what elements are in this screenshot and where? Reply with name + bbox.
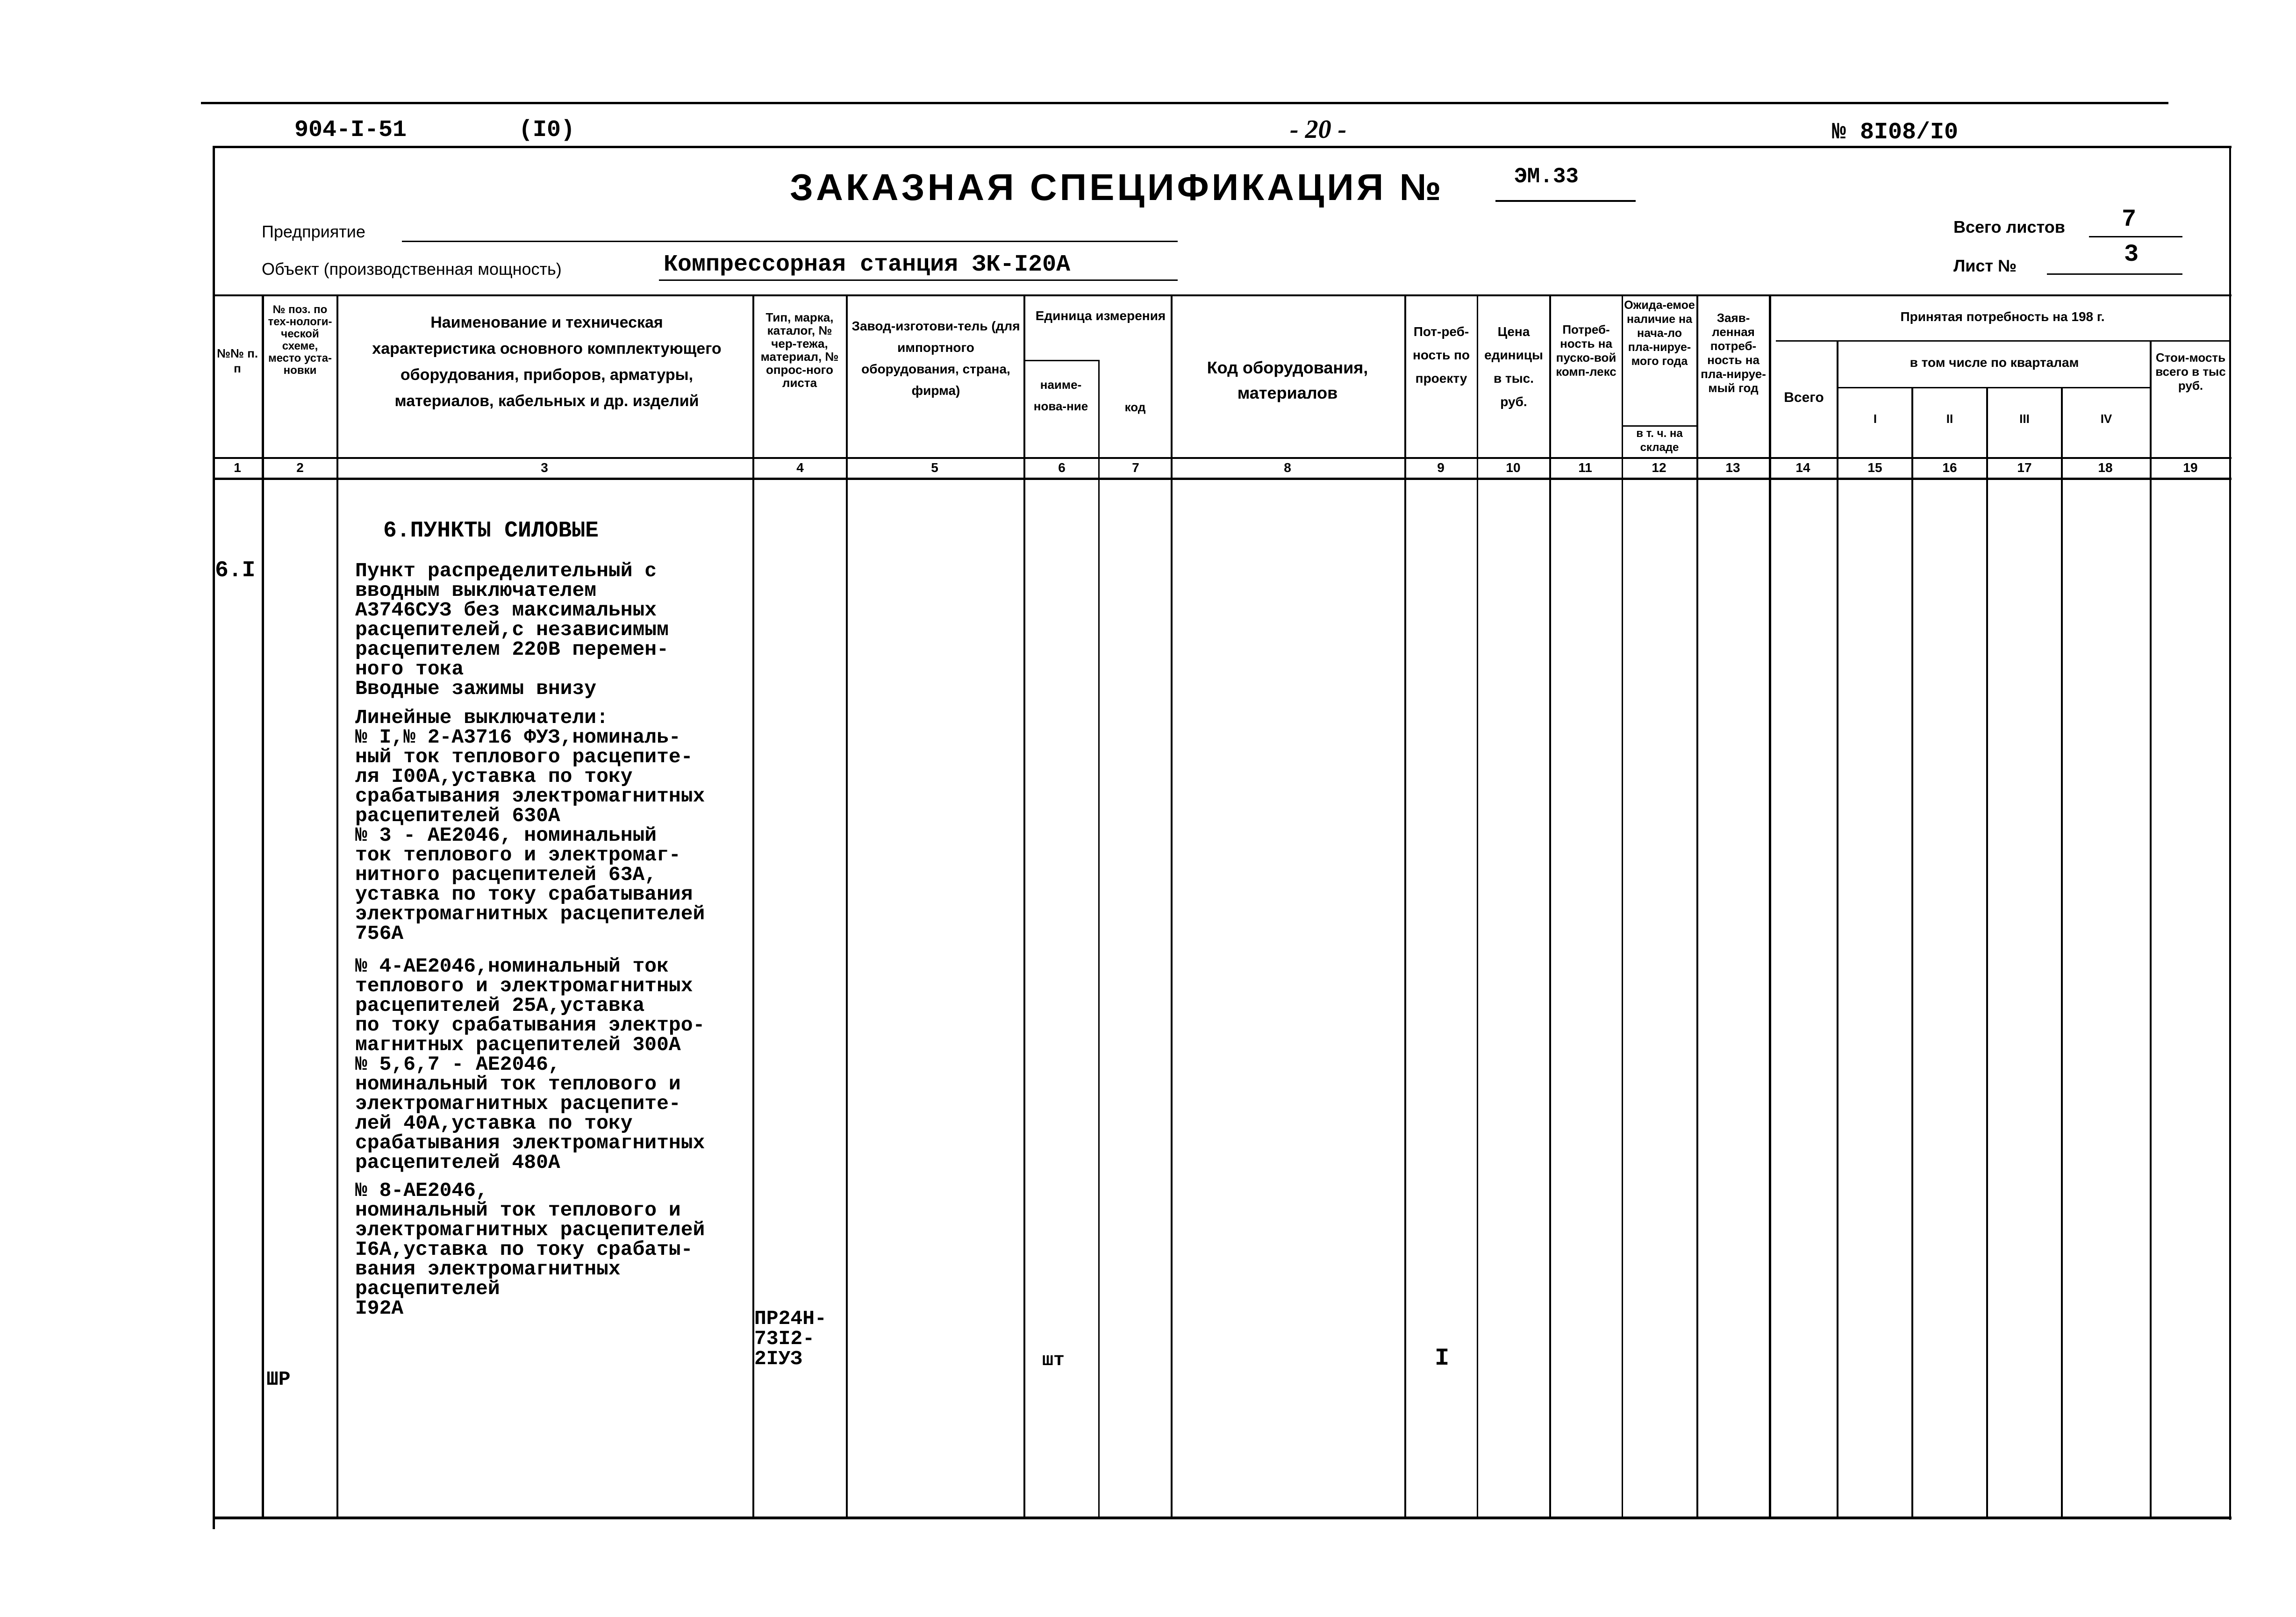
item-description-line: № 4-АЕ2046,номинальный ток bbox=[355, 955, 669, 978]
col-18-header: IV bbox=[2100, 412, 2112, 426]
item-description-line: теплового и электромагнитных bbox=[355, 974, 693, 997]
item-description-line: по току срабатывания электро- bbox=[355, 1014, 705, 1037]
col-1-header: №№ п. п bbox=[216, 346, 258, 375]
item-description-line: Пункт распределительный с bbox=[355, 559, 657, 582]
item-description-line: № I,№ 2-А3716 ФУЗ,номиналь- bbox=[355, 726, 681, 749]
col-number-2: 2 bbox=[296, 460, 304, 475]
item-type-line-2: 73I2- bbox=[754, 1327, 815, 1350]
item-description-line: № 5,6,7 - АЕ2046, bbox=[355, 1053, 560, 1076]
item-description-line: номинальный ток теплового и bbox=[355, 1073, 681, 1095]
item-description-line: срабатывания электромагнитных bbox=[355, 1131, 705, 1154]
col-16-header: II bbox=[1946, 412, 1953, 426]
item-description-line: Вводные зажимы внизу bbox=[355, 677, 597, 700]
item-description-line: Линейные выключатели: bbox=[355, 706, 608, 729]
item-type-line-1: ПР24Н- bbox=[754, 1307, 827, 1330]
col-6-header: наиме-нова-ние bbox=[1033, 378, 1088, 413]
item-description-line: расцепителей 480А bbox=[355, 1151, 560, 1174]
col-number-13: 13 bbox=[1725, 460, 1740, 475]
col-number-7: 7 bbox=[1132, 460, 1139, 475]
col-number-4: 4 bbox=[796, 460, 804, 475]
col-5-header: Завод-изготови-тель (для импортного оборудования, страна, фирма) bbox=[851, 319, 1020, 398]
row-number: 6.I bbox=[215, 558, 256, 583]
item-description-line: ного тока bbox=[355, 658, 464, 680]
item-description-line: А3746СУЗ без максимальных bbox=[355, 599, 657, 622]
col-13-header: Заяв-ленная потреб-ность на пла-нируе-мый год bbox=[1701, 311, 1766, 395]
section-title: 6.ПУНКТЫ СИЛОВЫЕ bbox=[383, 518, 599, 544]
col-3-header: Наименование и техническая характеристика основного комплектующего оборудования, приборов, арматуры, материалов, кабельных и др. изделий bbox=[372, 314, 722, 410]
item-description-line: электромагнитных расцепителей bbox=[355, 1218, 705, 1241]
spec-number: ЭМ.33 bbox=[1514, 165, 1579, 189]
col-17-header: III bbox=[2019, 412, 2030, 426]
item-description-line: электромагнитных расцепителей bbox=[355, 902, 705, 925]
col-4-header: Тип, марка, каталог, № чер-тежа, материал, № опрос-ного листа bbox=[760, 310, 839, 390]
col-number-15: 15 bbox=[1867, 460, 1882, 475]
item-description-line: 756А bbox=[355, 922, 404, 945]
item-description-line: вания электромагнитных bbox=[355, 1258, 621, 1281]
document-code-number: (I0) bbox=[519, 117, 575, 143]
col-number-10: 10 bbox=[1506, 460, 1521, 475]
enterprise-label: Предприятие bbox=[262, 222, 365, 241]
col-6-7-header: Единица измерения bbox=[1035, 308, 1166, 323]
col-10-header: Цена единицы в тыс. руб. bbox=[1484, 324, 1543, 409]
quarters-header: в том числе по кварталам bbox=[1910, 355, 2079, 370]
item-description-line: срабатывания электромагнитных bbox=[355, 785, 705, 808]
item-description-line: I6А,уставка по току срабаты- bbox=[355, 1238, 693, 1261]
object-value: Компрессорная станция ЗК-I20А bbox=[664, 251, 1071, 278]
col-number-14: 14 bbox=[1795, 460, 1810, 475]
item-description-line: вводным выключателем bbox=[355, 579, 597, 602]
item-description-line: номинальный ток теплового и bbox=[355, 1199, 681, 1222]
col-number-16: 16 bbox=[1942, 460, 1957, 475]
item-description-line: расцепителей 25А,уставка bbox=[355, 994, 645, 1017]
item-description-line: лей 40А,уставка по току bbox=[355, 1112, 633, 1135]
item-description-line: расцепителей bbox=[355, 1277, 500, 1300]
col-number-5: 5 bbox=[931, 460, 938, 475]
sheet-label: Лист № bbox=[1953, 256, 2017, 275]
item-description-line: ля I00А,уставка по току bbox=[355, 765, 633, 788]
col-8-header: Код оборудования, материалов bbox=[1207, 358, 1368, 402]
col-15-header: I bbox=[1873, 412, 1877, 426]
object-label: Объект (производственная мощность) bbox=[262, 259, 562, 279]
col-7-header: код bbox=[1124, 400, 1146, 414]
col-11-header: Потреб-ность на пуско-вой комп-лекс bbox=[1556, 322, 1616, 379]
item-description-line: расцепителей 630А bbox=[355, 804, 560, 827]
item-quantity: I bbox=[1435, 1345, 1450, 1372]
item-description-line: № 8-АЕ2046, bbox=[355, 1179, 488, 1202]
item-unit: шт bbox=[1042, 1350, 1065, 1371]
col-14-header: Всего bbox=[1784, 390, 1824, 405]
col-12-store-header: в т. ч. на складе bbox=[1636, 427, 1683, 454]
col-number-1: 1 bbox=[234, 460, 241, 475]
total-sheets-value: 7 bbox=[2122, 206, 2137, 233]
item-description-line: № 3 - АЕ2046, номинальный bbox=[355, 824, 657, 847]
item-description-line: ток теплового и электромаг- bbox=[355, 844, 681, 866]
col-number-19: 19 bbox=[2183, 460, 2198, 475]
item-description-line: магнитных расцепителей 300А bbox=[355, 1033, 681, 1056]
item-description-line: электромагнитных расцепите- bbox=[355, 1092, 681, 1115]
col-number-6: 6 bbox=[1058, 460, 1066, 475]
item-description-line: нитного расцепителей 63А, bbox=[355, 863, 657, 886]
item-position: ШР bbox=[266, 1368, 291, 1391]
total-sheets-label: Всего листов bbox=[1953, 217, 2065, 236]
item-type-line-3: 2IУЗ bbox=[754, 1347, 803, 1370]
item-description-line: I92А bbox=[355, 1297, 404, 1320]
sheet-value: 3 bbox=[2124, 241, 2139, 268]
col-12-header: Ожида-емое наличие на нача-ло пла-нируе-мого года bbox=[1624, 299, 1695, 368]
col-9-header: Пот-реб-ность по проекту bbox=[1413, 324, 1470, 386]
col-number-8: 8 bbox=[1284, 460, 1291, 475]
item-description-line: расцепителем 220В перемен- bbox=[355, 638, 669, 661]
item-description-line: ный ток теплового расцепите- bbox=[355, 745, 693, 768]
page-number: - 20 - bbox=[1290, 115, 1347, 144]
order-number: № 8I08/I0 bbox=[1832, 119, 1959, 146]
item-description-line: расцепителей,с независимым bbox=[355, 618, 669, 641]
col-number-3: 3 bbox=[541, 460, 548, 475]
col-19-header: Стои-мость всего в тыс руб. bbox=[2155, 351, 2226, 393]
accepted-header: Принятая потребность на 198 г. bbox=[1900, 309, 2105, 324]
col-number-12: 12 bbox=[1652, 460, 1667, 475]
col-number-17: 17 bbox=[2017, 460, 2032, 475]
col-number-18: 18 bbox=[2098, 460, 2113, 475]
col-2-header: № поз. по тех-нологи-ческой схеме, место уста-новки bbox=[268, 303, 332, 377]
col-number-9: 9 bbox=[1437, 460, 1445, 475]
document-code: 904-I-51 bbox=[294, 117, 407, 143]
item-description-line: уставка по току срабатывания bbox=[355, 883, 693, 906]
spec-title: ЗАКАЗНАЯ СПЕЦИФИКАЦИЯ № bbox=[790, 166, 1444, 208]
col-number-11: 11 bbox=[1578, 460, 1592, 475]
